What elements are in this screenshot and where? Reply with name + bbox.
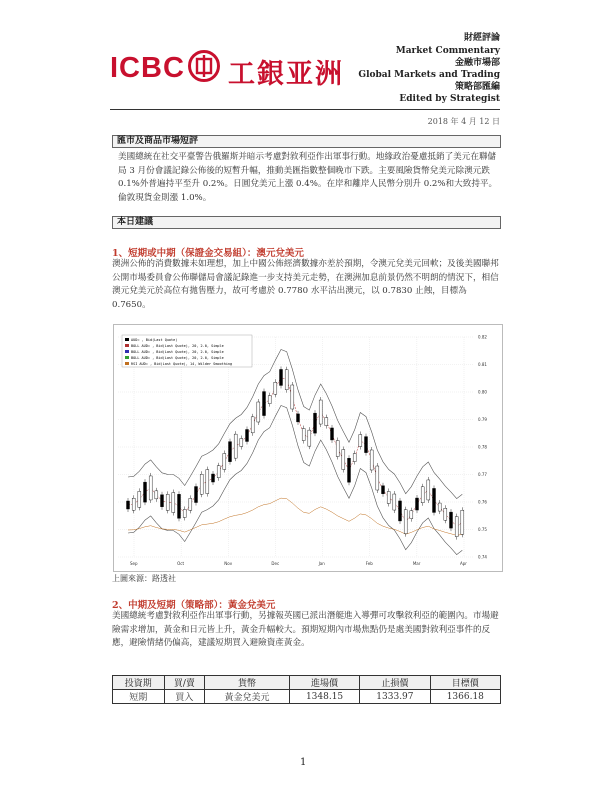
table-header-row [113,676,501,690]
candle-body [195,487,198,503]
candle-body [234,434,237,458]
candle-body [365,437,368,453]
candle-body [325,418,328,426]
legend-swatch [125,344,129,347]
legend-swatch [125,356,129,359]
header-line-2: Market Commentary [395,46,500,56]
candle-body [144,482,147,502]
candle-body [274,382,277,394]
header-cell: 買/賣 [164,676,205,690]
candle-body [257,402,260,422]
y-tick-label: 0.79 [478,417,487,422]
candle-body [336,441,339,457]
x-tick-label: Jan [318,561,325,566]
y-tick-label: 0.80 [478,389,487,395]
candle-body [246,429,249,441]
x-tick-label: Mar [412,561,421,566]
chart-caption: 上圖來源：路透社 [112,574,176,583]
y-tick-label: 0.75 [478,527,487,532]
candle-body [285,370,288,390]
table-cell: 買入 [164,690,205,704]
header-cell: 投資期 [113,676,165,690]
market-comment-body: 美國總統在社交平臺警告俄羅斯并暗示考慮對敘利亞作出軍事行動。地緣政治憂慮抵銷了美元在聯儲局 3 月份會議記錄公佈後的短暫升幅，推動美匯指數整個晚市下跌。主要風險貨幣兌美元除澳元跌 0.1%外普遍持平至升 0.2%。日圓兌美元上漲 0.4%。在岸和離岸人民幣分別升 0.2%和大致持平。倫敦現貨金則漲 1.0%。 [118,152,498,203]
candle-body [353,454,356,462]
recommendation-1-title: 1、短期或中期（保證金交易組）：澳元兌美元 [112,248,304,259]
candle-body [359,435,362,447]
candle-body [132,498,135,510]
candle-body [189,498,192,510]
candle-body [410,511,413,519]
audusd-chart [113,324,503,572]
icbc-chinese-name: 工銀亚洲 [228,59,344,90]
y-tick-label: 0.81 [478,362,487,367]
x-tick-label: Sep [130,561,138,566]
header-cell: 進場價 [289,676,359,690]
candle-body [421,487,424,503]
legend-swatch [125,362,129,365]
x-tick-label: Nov [224,561,233,566]
legend-label: BOLL AUD= , Bid(Last Quote), 20, 2.0, Simple [131,350,224,354]
recommendation-2-body: 美國總統考慮對敘利亞作出軍事行動，另據報英國已派出潛艇進入導彈可攻擊敘利亞的範圍內。市場避險需求增加，黃金和日元皆上升，黃金升幅較大。預期短期內市場焦點仍是處美國對敘利亞事件的反應，避險情緒仍偏高，建議短期買入避險資產黃金。 [112,611,499,648]
candle-body [280,369,283,385]
legend-swatch [125,350,129,353]
candle-body [331,428,334,440]
header-line-1: 財經評論 [463,33,500,43]
x-tick-label: Dec [271,561,280,566]
candle-body [291,385,294,409]
table-cell: 黃金兌美元 [205,690,290,704]
y-tick-label: 0.76 [478,499,487,505]
candle-body [387,491,390,503]
candle-body [370,450,373,470]
candle-body [427,480,430,500]
legend-label: BOLL AUD= , Bid(Last Quote), 20, 2.0, Simple [131,344,224,348]
section-title-market-comment: 匯市及商品市場短評 [112,135,501,148]
candle-body [127,501,130,509]
candle-body [263,392,266,416]
y-tick-label: 0.82 [478,334,487,340]
candle-body [212,474,215,482]
legend-swatch [125,338,129,341]
candle-body [172,493,175,513]
legend-label: BOLL AUD= , Bid(Last Quote), 20, 2.0, Simple [131,356,224,360]
header-cell: 目標價 [430,676,500,690]
candle-body [393,494,396,510]
header-line-5: 策略部匯編 [454,82,500,92]
candle-body [223,453,226,469]
header-line-6: Edited by Strategist [399,94,500,104]
candle-body [206,470,209,494]
candle-body [155,491,158,499]
candle-body [376,466,379,490]
candle-body [240,438,243,446]
candle-body [166,494,169,510]
candle-body [342,450,345,470]
recommendation-1-body: 澳洲公佈的消費數據未如理想，加上中國公佈經濟數據亦差於預期，令澳元兌美元回軟；及後美國聯邦公開市場委員會公佈聯儲局會議記錄進一步支持美元走勢，在澳洲加息前景仍然不明朗的情況下，相信澳元兌美元於高位有拋售壓力，故可考慮於 0.7780 水平沽出澳元，以 0.7830 止蝕，目標為 0.7650。 [112,259,499,310]
header-line-4: Global Markets and Trading [358,70,500,80]
candle-body [308,430,311,446]
candle-body [217,466,220,478]
candle-body [229,442,232,462]
candle-body [438,503,441,511]
table-row [113,690,501,704]
table-cell: 1333.97 [360,690,430,704]
candle-body [416,498,419,510]
header-cell: 止損價 [360,676,430,690]
candle-body [302,429,305,441]
y-tick-label: 0.77 [478,472,487,477]
x-tick-label: Feb [365,561,373,566]
icbc-logo-text: ICBC [110,52,185,84]
table-cell: 1348.15 [289,690,359,704]
section-title-recommendation: 本日建議 [112,216,501,229]
candle-body [183,509,186,517]
candle-body [178,494,181,518]
candle-body [200,474,203,494]
header-divider [110,109,500,110]
candle-body [319,400,322,424]
header-cell: 貨幣 [205,676,290,690]
table-cell: 1366.18 [430,690,500,704]
x-tick-label: Apr [460,561,467,566]
candle-body [450,512,453,528]
candle-body [404,510,407,534]
candle-body [251,417,254,433]
icbc-seal-icon [188,50,220,82]
recommendation-2-title: 2、中期及短期（策略部）：黃金兌美元 [112,600,276,611]
header-line-3: 金融市場部 [454,58,500,68]
candle-body [382,486,385,494]
candle-body [461,510,464,534]
legend-label: RSI AUD= , Bid(Last Quote), 14, Wilder Smoothing [131,362,233,366]
report-date: 2018 年 4 月 12 日 [427,117,500,126]
x-tick-label: Oct [177,561,185,566]
candle-body [314,413,317,433]
candle-body [433,488,436,512]
y-tick-label: 0.78 [478,444,487,450]
candle-body [348,458,351,482]
candle-body [399,501,402,521]
y-tick-label: 0.74 [478,554,487,560]
candle-body [297,414,300,422]
candle-body [268,396,271,404]
candle-body [138,491,141,507]
candle-body [149,476,152,500]
candle-body [455,517,458,537]
page-number: 1 [300,757,307,768]
table-cell: 短期 [113,690,165,704]
trade-table [112,675,501,704]
candle-body [161,495,164,507]
audusd-chart-svg [114,325,502,571]
legend-label: AUD= , Bid(Last Quote) [131,338,178,342]
candle-body [444,508,447,520]
